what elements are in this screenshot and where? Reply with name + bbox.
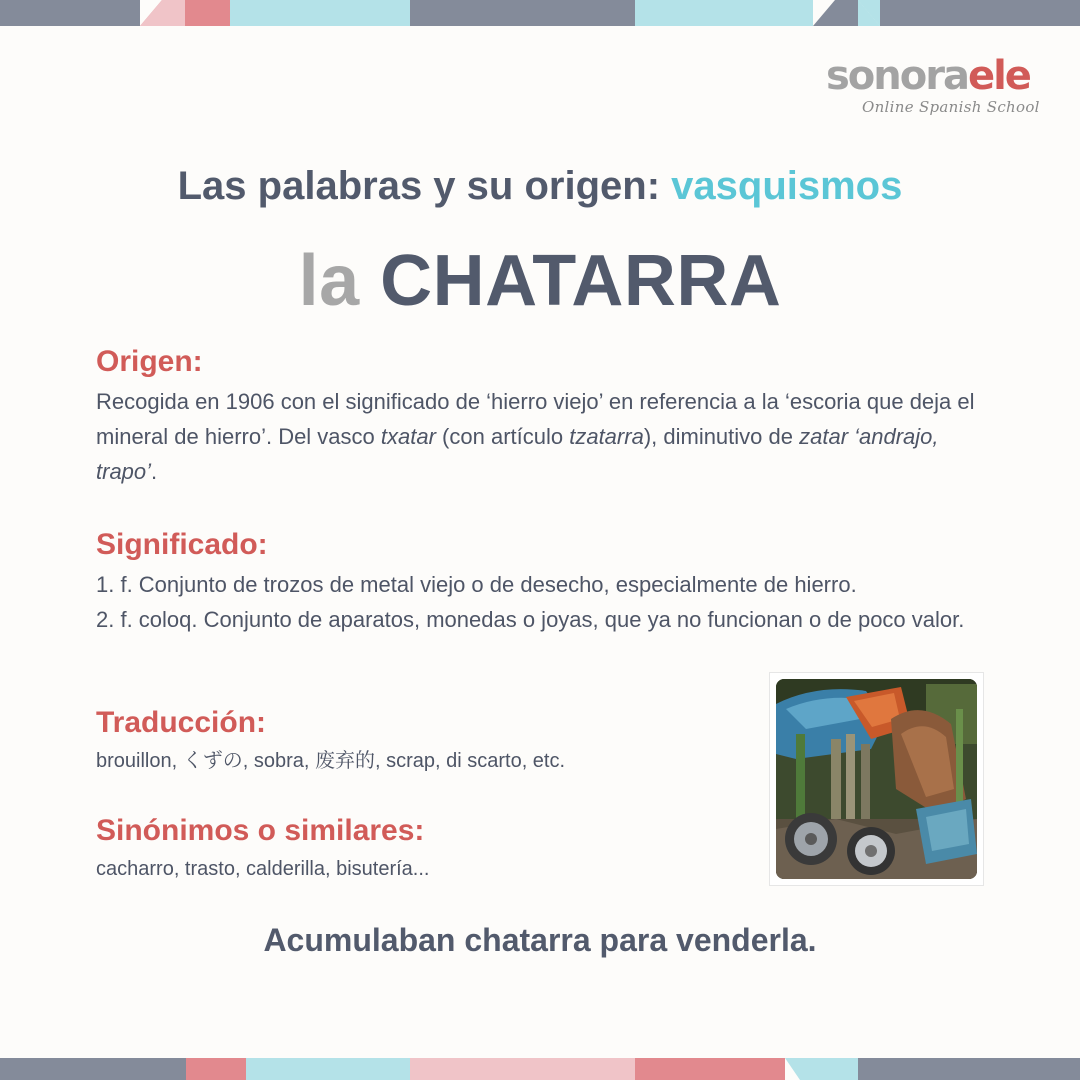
origen-text-1: Recogida en 1906 con el significado de ‘hierro viejo’ en referencia a la ‘escoria que deja el mineral de hierro’. Del vasco (96, 389, 975, 449)
bottom-decorative-band (0, 1058, 1080, 1080)
top-decorative-band (0, 0, 1080, 26)
page-subtitle (0, 164, 1080, 209)
origen-section (96, 344, 996, 489)
logo-wordmark (826, 53, 1061, 99)
origen-term-txatar: txatar (380, 424, 436, 449)
significado-line-1: 1. f. Conjunto de trozos de metal viejo o de desecho, especialmente de hierro. (96, 572, 857, 597)
origen-text-3: ), diminutivo de (643, 424, 800, 449)
logo-tagline: Online Spanish School (862, 98, 1040, 116)
significado-section (96, 527, 996, 637)
origen-text-2: (con artículo (435, 424, 570, 449)
subtitle-accent: vasquismos (671, 164, 903, 208)
traduccion-heading: Traducción: (96, 706, 267, 739)
origen-heading: Origen: (96, 345, 203, 378)
origen-term-zatar: zatar ‘andrajo, trapo’ (96, 424, 939, 484)
sinonimos-section (96, 813, 756, 885)
origen-text-4: . (151, 459, 158, 484)
page-title (0, 240, 1080, 322)
title-article: la (298, 241, 360, 321)
sinonimos-text: cacharro, trasto, calderilla, bisutería... (96, 858, 430, 880)
significado-heading: Significado: (96, 528, 268, 561)
origen-text (96, 384, 996, 489)
traduccion-text: brouillon, くずの, sobra, 废弃的, scrap, di scarto, etc. (96, 750, 566, 772)
logo-word-sonora: sonora (826, 53, 968, 99)
sonoraele-logo (826, 53, 1061, 120)
origen-term-tzatarra: tzatarra (569, 424, 644, 449)
traduccion-section (96, 705, 756, 777)
subtitle-main: Las palabras y su origen: (177, 164, 661, 208)
title-word: CHATARRA (380, 241, 782, 321)
significado-line-2: 2. f. coloq. Conjunto de aparatos, monedas o joyas, que ya no funcionan o de poco valor. (96, 607, 965, 632)
scrap-metal-photo (770, 673, 983, 885)
sinonimos-heading: Sinónimos o similares: (96, 814, 425, 847)
logo-word-ele: ele (967, 53, 1030, 99)
example-sentence: Acumulaban chatarra para venderla. (263, 922, 817, 958)
significado-text (96, 567, 996, 637)
